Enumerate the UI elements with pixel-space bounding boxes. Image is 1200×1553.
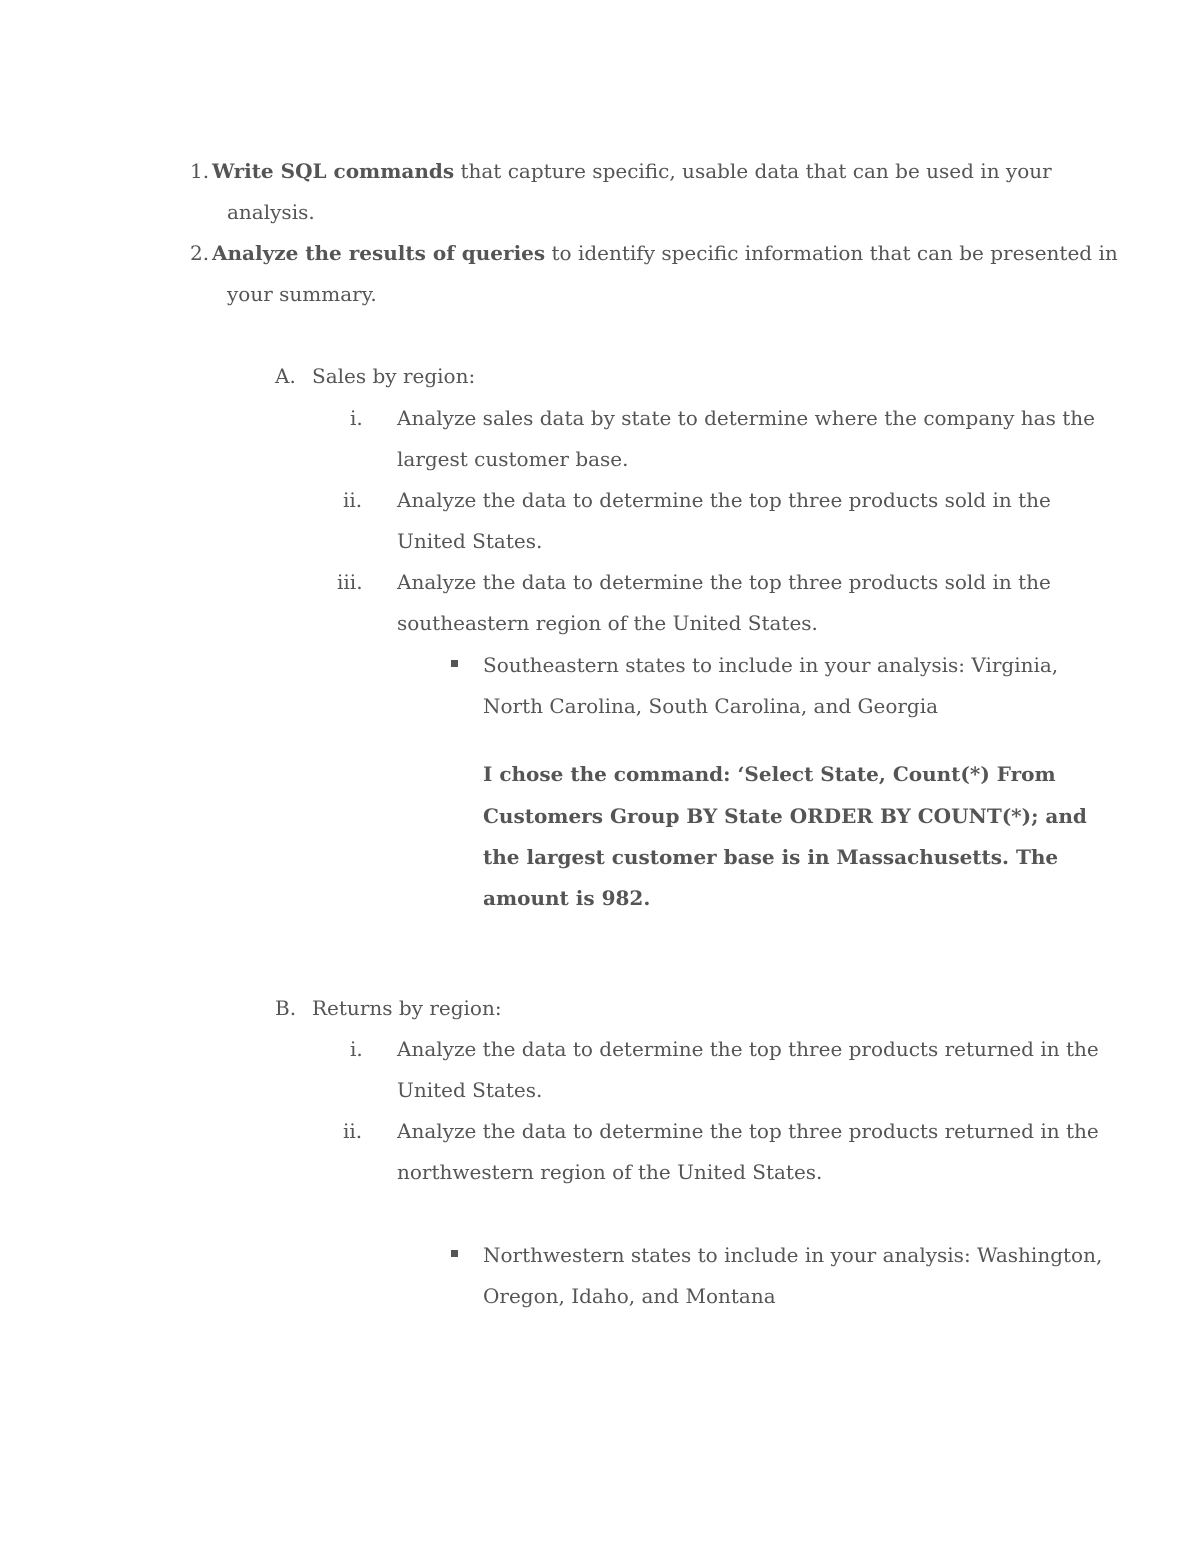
sub-marker: iii. xyxy=(337,570,363,594)
sub-item-line: Analyze the data to determine the top three products returned in the xyxy=(397,1037,1099,1061)
bold-lead: Write SQL commands xyxy=(212,159,455,183)
bullet-line: Southeastern states to include in your analysis: Virginia, xyxy=(483,653,1059,677)
sub-marker: i. xyxy=(350,1037,363,1061)
bold-lead: Analyze the results of queries xyxy=(212,241,546,265)
square-bullet-icon xyxy=(451,1250,458,1257)
section-marker: A. xyxy=(275,364,296,388)
bullet-line: Northwestern states to include in your analysis: Washington, xyxy=(483,1243,1103,1267)
list-item-line xyxy=(212,239,1118,267)
answer-line: the largest customer base is in Massachusetts. The xyxy=(483,845,1059,869)
bullet-continuation: Oregon, Idaho, and Montana xyxy=(483,1284,776,1308)
sub-marker: ii. xyxy=(343,1119,363,1143)
sub-item-line: Analyze the data to determine the top three products sold in the xyxy=(397,488,1051,512)
list-marker: 1. xyxy=(190,159,210,183)
sub-item-line: Analyze sales data by state to determine where the company has the xyxy=(397,406,1095,430)
sub-item-continuation: southeastern region of the United States. xyxy=(397,611,818,635)
answer-line: Customers Group BY State ORDER BY COUNT(*); and xyxy=(483,804,1087,828)
section-title: Returns by region: xyxy=(312,996,502,1020)
item-text: to identify specific information that can be presented in xyxy=(545,241,1118,265)
item-text: that capture specific, usable data that can be used in your xyxy=(454,159,1052,183)
list-item-continuation: analysis. xyxy=(227,200,315,224)
section-marker: B. xyxy=(275,996,297,1020)
sub-item-continuation: United States. xyxy=(397,1078,543,1102)
section-title: Sales by region: xyxy=(312,364,476,388)
sub-item-continuation: northwestern region of the United States. xyxy=(397,1160,823,1184)
answer-line: I chose the command: ‘Select State, Count(*) From xyxy=(483,762,1056,786)
sub-item-continuation: largest customer base. xyxy=(397,447,629,471)
sub-marker: ii. xyxy=(343,488,363,512)
square-bullet-icon xyxy=(451,660,458,667)
answer-line: amount is 982. xyxy=(483,886,651,910)
sub-item-continuation: United States. xyxy=(397,529,543,553)
sub-item-line: Analyze the data to determine the top three products sold in the xyxy=(397,570,1051,594)
list-marker: 2. xyxy=(190,241,210,265)
list-item-continuation: your summary. xyxy=(227,282,377,306)
sub-marker: i. xyxy=(350,406,363,430)
sub-item-line: Analyze the data to determine the top three products returned in the xyxy=(397,1119,1099,1143)
bullet-continuation: North Carolina, South Carolina, and Georgia xyxy=(483,694,939,718)
list-item-line xyxy=(212,157,1052,185)
